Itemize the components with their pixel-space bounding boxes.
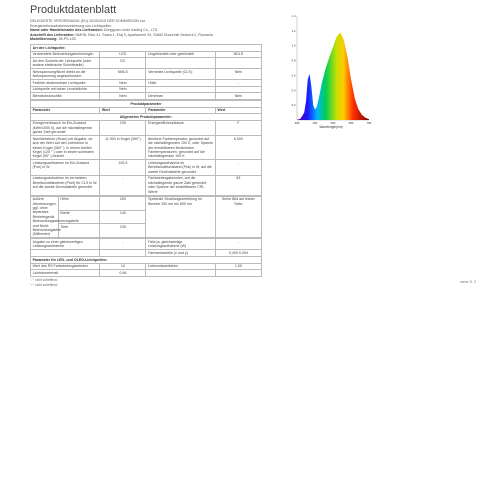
table-row: Breite 140 xyxy=(31,210,262,224)
table-row: äußere Abmessungen, ggf. ohne separates Betriebsgerät, Beleuchtungssteuerungsteile und Nicht-Beleuchtungsteile (Millimeter) Höhe 200 Spektrale Strahlungsverteilung im Bereich 250 nm bis 800 nm Siehe Bild auf letzter Seite xyxy=(31,196,262,210)
equivalent-power-table: Angabe zu einer gleichwertigen Leistungsaufnahme - Falls ja, gleichwertige Leistungsaufnahme (W) - Farbwertanteile (x und y) 0,409 0,394 Parameter für LED- und OLED-Lichtquellen: Wert des R9 Farbwiedergabeindex 10 Lebensdauerfaktor 1,00 Lichtstromerhalt 0,96 xyxy=(30,238,262,276)
y-tick-label: 0.2 xyxy=(291,103,296,108)
table-row: Angabe zu einer gleichwertigen Leistungsaufnahme - Falls ja, gleichwertige Leistungsaufnahme (W) - xyxy=(31,239,262,250)
x-tick-label: 480 xyxy=(312,121,318,125)
table-row: Lichtstromerhalt 0,96 xyxy=(31,270,262,277)
y-tick-label: 1.2 xyxy=(291,28,296,33)
table-header: Parameter Wert Parameter Wert xyxy=(31,107,262,114)
table-row: Energieverbrauch im Ein-Zustand (kWh/1000 h), auf die nächstliegende ganze Zahl gerundet 100 Energieeffizienzklasse F xyxy=(31,120,262,135)
product-parameter-table: Produktparameter Parameter Wert Parameter Wert Allgemeine Produktparameter: Energieverbrauch im Ein-Zustand (kWh/1000 h), auf die nächstliegende ganze Zahl gerundet 100 Energieeffizienzklasse F Nutzlichtstrom (Φuse) mit Angabe, ob sich der Wert auf den Lichtstrom in einem Kugel (360° ), in einem breiten Kegel (120 ° ) oder in einem schmalen Kegel (90° ) bezieht 11 500 in Kugel (360°) ähnliche Farbtemperatur, gerundet auf die nächstliegenden 100 K, oder Spanne der einstellbaren ähnlichsten Farbtemperaturen, gerundet auf die nächstliegenden 100 K 6 500 Leistungsaufnahme im Ein-Zustand (Pon) in W 100,3 Leistungsaufnahme im Bereitschaftszustand (Psb) in W, auf die zweite Dezimalstelle gerundet - Leistungsaufnahme im vernetzten Bereitschaftsbetrieb (Pnet) für CLS in W, auf die zweite Dezimalstelle gerundet - Farbwiedergabeindex, auf die nächstliegende ganze Zahl gerundet, oder Spanne der einstellbaren CRI-Werte 83 xyxy=(30,100,262,196)
table-row: Tiefe 230 xyxy=(31,224,262,238)
y-tick-label: 0.6 xyxy=(291,73,296,78)
datasheet-title: Produktdatenblatt xyxy=(30,4,117,16)
table-row: Nutzlichtstrom (Φuse) mit Angabe, ob sich der Wert auf den Lichtstrom in einem Kugel (360° ), in einem breiten Kegel (120 ° ) oder in einem schmalen Kegel (90° ) bezieht 11 500 in Kugel (360°) ähnliche Farbtemperatur, gerundet auf die nächstliegenden 100 K, oder Spanne der einstellbaren ähnlichsten Farbtemperaturen, gerundet auf die nächstliegenden 100 K 6 500 xyxy=(31,136,262,160)
light-source-type-table: Art der Lichtquelle: Verwendete Beleuchtungstechnologie: LED Ungebündelt oder gebündelt: NDLS Art des Sockels der Lichtquelle (oder andere elektrische Schnittstelle) DC Netzspannung/Nicht direkt an die Netzspannung angeschlossen: NMLS Vernetzte Lichtquelle (CLS): Nein Farblich abstimmbare Lichtquelle: Nein Hülle: - Lichtquelle mit hoher Leuchtdichte Nein Blendschutzschild: Nein Dimmbar: Nein xyxy=(30,44,262,100)
table-row: Leistungsaufnahme im vernetzten Bereitschaftsbetrieb (Pnet) für CLS in W, auf die zweite Dezimalstelle gerundet - Farbwiedergabeindex, auf die nächstliegende ganze Zahl gerundet, oder Spanne der einstellbaren CRI-Werte 83 xyxy=(31,175,262,195)
y-tick-label: 0.4 xyxy=(291,88,296,93)
x-tick-label: 380 xyxy=(294,121,300,125)
side-note: siehe S. 3 xyxy=(460,280,476,284)
y-tick-label: 0.8 xyxy=(291,58,296,63)
spectrum-chart xyxy=(283,10,373,145)
spectrum-area xyxy=(297,32,369,120)
y-tick-label: 1.4 xyxy=(291,14,296,18)
y-tick-label: 1.0 xyxy=(291,43,296,48)
table-row: Lichtquelle mit hoher Leuchtdichte Nein xyxy=(31,86,262,93)
table-row: Netzspannung/Nicht direkt an die Netzspannung angeschlossen: NMLS Vernetzte Lichtquelle (CLS): Nein xyxy=(31,69,262,80)
dimensions-table xyxy=(30,196,262,239)
table-row: Blendschutzschild: Nein Dimmbar: Nein xyxy=(31,93,262,100)
x-axis-label: Wavelength(nm) xyxy=(319,125,343,129)
x-tick-label: 780 xyxy=(366,121,372,125)
product-datasheet xyxy=(30,4,262,287)
table-row: Leistungsaufnahme im Ein-Zustand (Pon) in W 100,3 Leistungsaufnahme im Bereitschaftszustand (Psb) in W, auf die zweite Dezimalstelle gerundet - xyxy=(31,160,262,175)
table-row: Verwendete Beleuchtungstechnologie: LED Ungebündelt oder gebündelt: NDLS xyxy=(31,51,262,58)
table-row: Art des Sockels der Lichtquelle (oder andere elektrische Schnittstelle) DC xyxy=(31,58,262,69)
regulation-text: DELEGIERTE VERORDNUNG (EU) 2019/2015 DER KOMMISSION zur Energieverbrauchskennzeichnung von Lichtquellen Name oder Handelsmarke des Lieferanten: Dongguan Linde trading Co., LTD Anschrift des Lieferanten: NMHN, Bloc 41, Scara 1, Etaj 5, Apartament 29, 22882 Bucuresti Sectorul 2, Romania Modellkennung: 28-PS-100 xyxy=(30,19,213,42)
x-tick-label: 680 xyxy=(348,121,354,125)
x-tick-label: 580 xyxy=(330,121,336,125)
table-row: Wert des R9 Farbwiedergabeindex 10 Lebensdauerfaktor 1,00 xyxy=(31,263,262,270)
table-row: Farbwertanteile (x und y) 0,409 0,394 xyxy=(31,250,262,257)
table-row: Farblich abstimmbare Lichtquelle: Nein Hülle: - xyxy=(31,80,262,87)
footnotes: "-": nicht zutreffend; "-": nicht zutreffend; xyxy=(30,277,58,287)
